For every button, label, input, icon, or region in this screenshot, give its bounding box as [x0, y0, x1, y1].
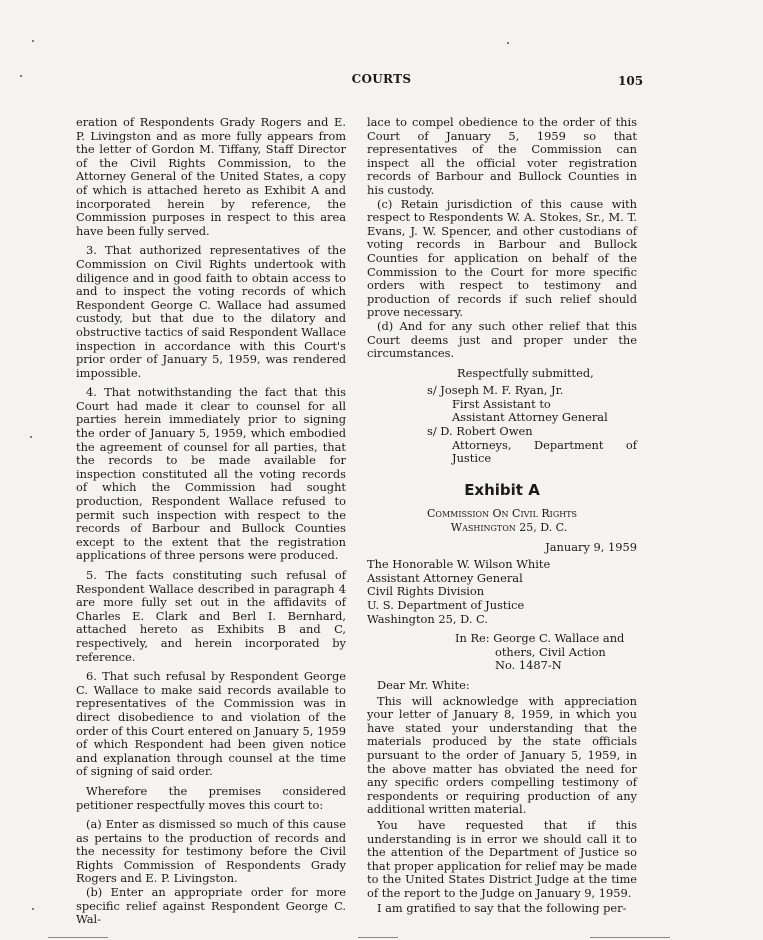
paragraph: (d) And for any such other relief that this Court deems just and proper under the circumstances.	[367, 318, 637, 361]
paragraph: eration of Respondents Grady Rogers and E. P. Livingston and as more fully appears from the letter of Gordon M. Tiffany, Staff Director of the Civil Rights Commission, to the Attorney General of the United States, a copy of which is attached hereto as Exhibit A and incorporated herein by reference, the Commission purposes in respect to this area have been fully served.	[76, 115, 346, 238]
page-number: 105	[618, 74, 644, 88]
scan-artifact-line	[358, 937, 398, 938]
letterhead	[367, 507, 637, 534]
address-line: The Honorable W. Wilson White	[367, 557, 551, 572]
re-line: In Re: George C. Wallace and	[455, 631, 625, 646]
paragraph: I am gratified to say that the following per-	[377, 901, 627, 916]
paragraph: This will acknowledge with appreciation your letter of January 8, 1959, in which you have stated your understanding that the materials produced by the state officials pursuant to the order of January 5, 1959, in the above matter has obviated the need for any specific orders compelling testimony of respondents or requiring production of any additional written material.	[367, 693, 637, 817]
paragraph: 4. That notwithstanding the fact that this Court had made it clear to counsel for all parties herein immediately prior to signing the order of January 5, 1959, which embodied the agreement of counsel for all parties, that the records to be made available for inspection constituted all the voting records of which the Commission had sought production, Respondent Wallace refused to permit such inspection with respect to the records of Barbour and Bullock Counties except to the extent that the registration applications of three persons were produced.	[76, 385, 346, 563]
paragraph: (c) Retain jurisdiction of this cause with respect to Respondents W. A. Stokes, Sr., M. T. Evans, J. W. Spencer, and other custodians of voting records in Barbour and Bullock Counties for application on behalf of the Commission to the Court for more specific orders with respect to testimony and production of records if such relief should prove necessary.	[367, 196, 637, 320]
closing: Respectfully submitted,	[457, 365, 594, 380]
letter-date: January 9, 1959	[545, 539, 637, 554]
scan-speck	[507, 42, 509, 44]
paragraph: lace to compel obedience to the order of this Court of January 5, 1959 so that representatives of the Commission can inspect all the official voter registration records of Barbour and Bullock Counties in his custody.	[367, 115, 637, 197]
salutation: Dear Mr. White:	[377, 677, 470, 692]
signature-line: s/ Joseph M. F. Ryan, Jr.	[427, 383, 564, 398]
paragraph: 6. That such refusal by Respondent George C. Wallace to make said records available to representatives of the Commission was in direct disobedience to and violation of the order of this Court entered on January 5, 1959 of which Respondent had been given notice and explanation through counsel at the time of signing of said order.	[76, 669, 346, 779]
address-line: Civil Rights Division	[367, 584, 485, 599]
scan-speck	[32, 40, 34, 42]
scan-speck	[30, 436, 32, 438]
exhibit-title: Exhibit A	[464, 480, 540, 499]
re-line: No. 1487-N	[495, 658, 562, 673]
address-line: Washington 25, D. C.	[367, 611, 488, 626]
paragraph: (a) Enter as dismissed so much of this cause as pertains to the production of records and the necessity for testimony before the Civil Rights Commission of Respondents Grady Rogers and E. P. Livingston.	[76, 817, 346, 886]
letterhead-line: Commission On Civil Rights	[426, 507, 578, 521]
re-line: others, Civil Action	[495, 644, 606, 659]
signature-line: s/ D. Robert Owen	[427, 424, 533, 439]
re-block	[455, 632, 637, 673]
signature-block	[367, 367, 637, 466]
paragraph: Wherefore the premises considered petitioner respectfully moves this court to:	[76, 783, 346, 812]
scan-artifact-line	[590, 937, 670, 938]
signature-line: Assistant Attorney General	[452, 410, 608, 425]
letterhead-line: Washington 25, D. C.	[450, 521, 568, 535]
scan-speck	[32, 908, 34, 910]
paragraph: 5. The facts constituting such refusal of Respondent Wallace described in paragraph 4 are more fully set out in the affidavits of Charles E. Clark and Berl I. Bernhard, attached hereto as Exhibits B and C, respectively, and herein incorporated by reference.	[76, 568, 346, 664]
right-column	[367, 116, 637, 922]
left-column	[76, 116, 346, 933]
signature-line: Attorneys, Department of Justice	[452, 437, 637, 466]
signature-line: First Assistant to	[452, 396, 551, 411]
address-line: Assistant Attorney General	[367, 570, 523, 585]
address-block	[367, 558, 637, 626]
paragraph: 3. That authorized representatives of the Commission on Civil Rights undertook with diligence and in good faith to obtain access to and to inspect the voting records of which Respondent George C. Wallace had assumed custody, but that due to the dilatory and obstructive tactics of said Respondent Wallace inspection in accordance with this Court's prior order of January 5, 1959, was rendered impossible.	[76, 243, 346, 380]
scan-speck	[20, 75, 22, 77]
paragraph: You have requested that if this understanding is in error we should call it to the attention of the Department of Justice so that proper application for relief may be made to the United States District Judge at the time of the report to the Judge on January 9, 1959.	[367, 817, 637, 900]
running-header: COURTS	[351, 72, 412, 86]
paragraph: (b) Enter an appropriate order for more specific relief against Respondent George C. Wal-	[76, 885, 346, 927]
address-line: U. S. Department of Justice	[367, 598, 525, 612]
scan-artifact-line	[48, 937, 108, 938]
